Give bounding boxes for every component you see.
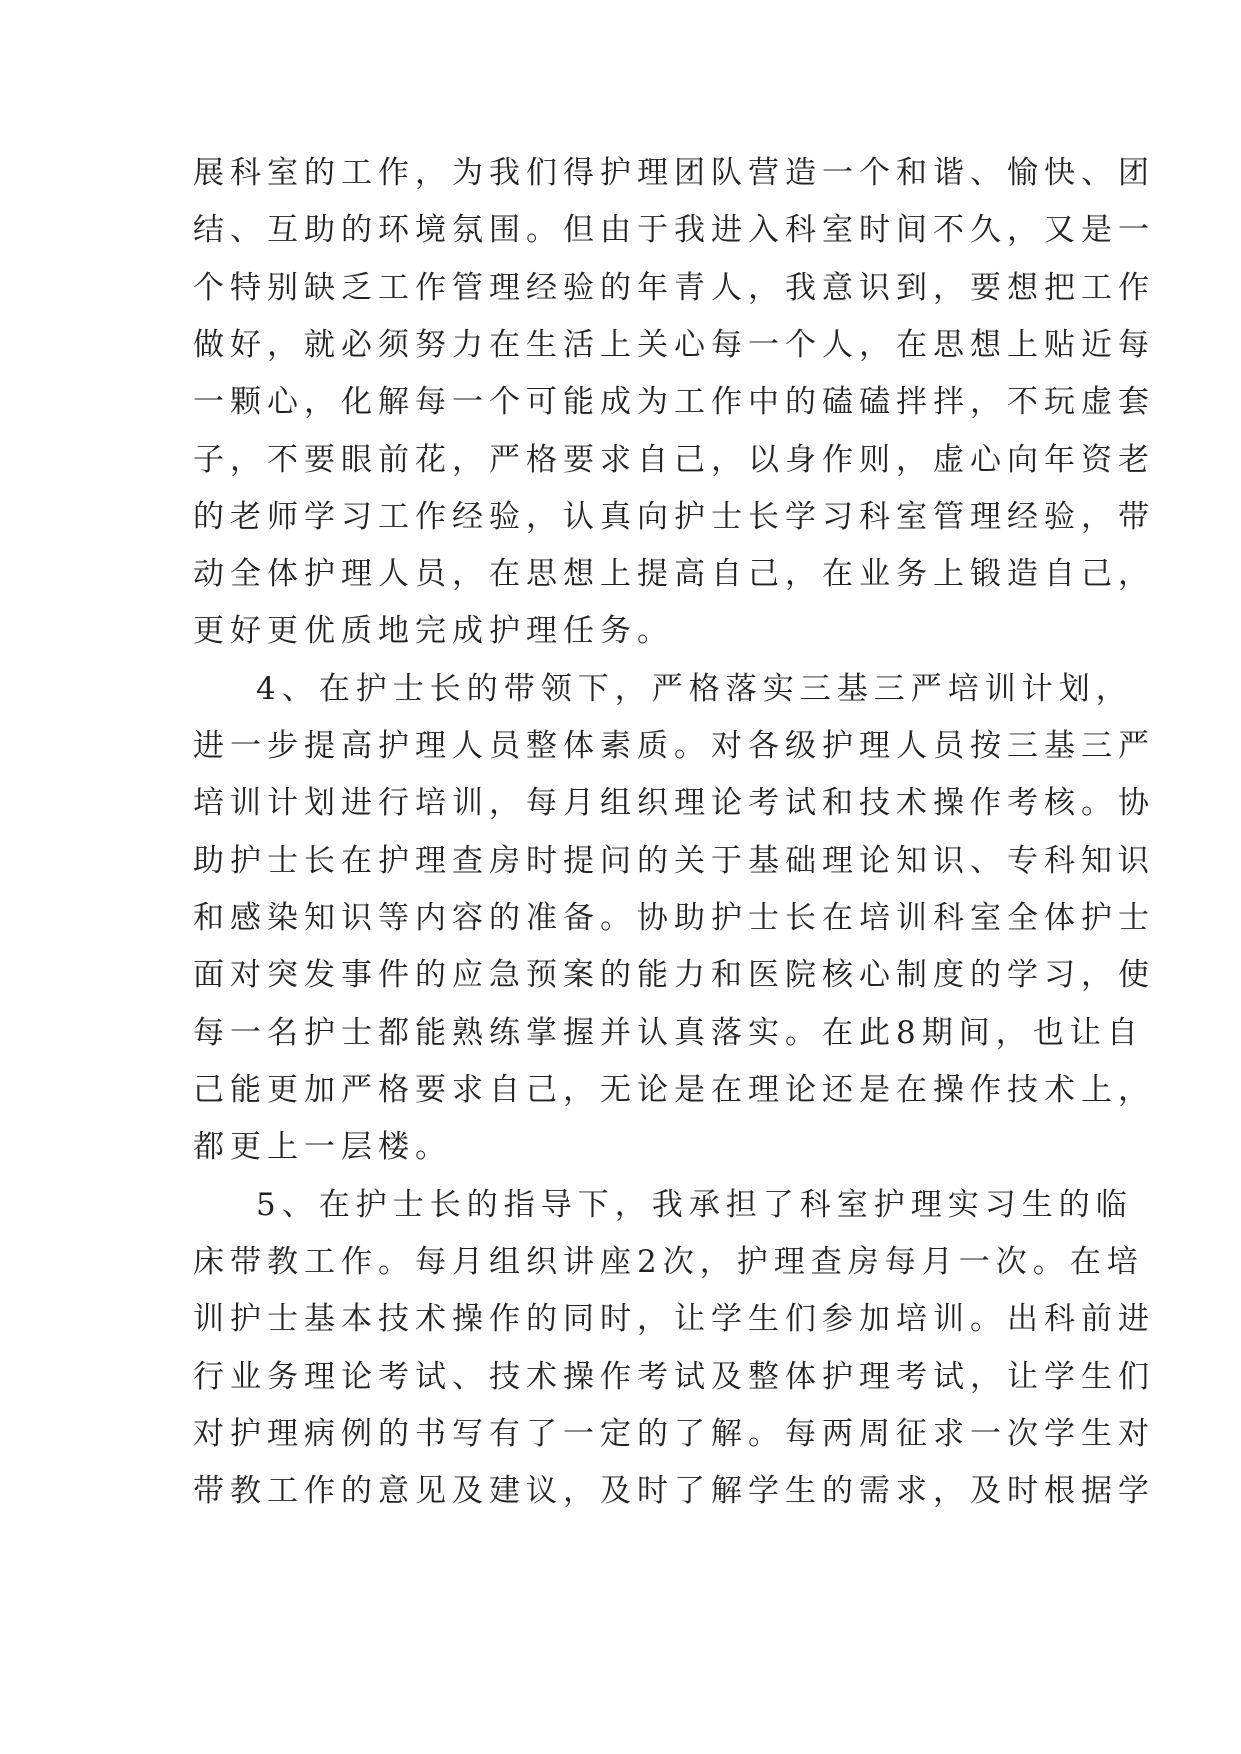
paragraph-1-line-1: 展科室的工作，为我们得护理团队营造一个和谐、愉快、团	[193, 155, 1155, 191]
paragraph-2-line-2: 进一步提高护理人员整体素质。对各级护理人员按三基三严	[193, 728, 1155, 764]
paragraph-2-line-9: 都更上一层楼。	[193, 1129, 452, 1165]
paragraph-2-line-5: 和感染知识等内容的准备。协助护士长在培训科室全体护士	[193, 900, 1155, 936]
paragraph-3-line-4: 行业务理论考试、技术操作考试及整体护理考试，让学生们	[193, 1359, 1155, 1395]
paragraph-3-line-2: 床带教工作。每月组织讲座2次，护理查房每月一次。在培	[193, 1244, 1144, 1280]
paragraph-3-line-3: 训护士基本技术操作的同时，让学生们参加培训。出科前进	[193, 1301, 1155, 1337]
paragraph-2-line-3: 培训计划进行培训，每月组织理论考试和技术操作考核。协	[193, 785, 1155, 821]
paragraph-2-line-8: 己能更加严格要求自己，无论是在理论还是在操作技术上，	[193, 1072, 1155, 1108]
paragraph-1-line-9: 更好更优质地完成护理任务。	[193, 613, 674, 649]
paragraph-1-line-3: 个特别缺乏工作管理经验的年青人，我意识到，要想把工作	[193, 270, 1155, 306]
paragraph-1-line-4: 做好，就必须努力在生活上关心每一个人，在思想上贴近每	[193, 327, 1155, 363]
paragraph-1-line-6: 子，不要眼前花，严格要求自己，以身作则，虚心向年资老	[193, 442, 1155, 478]
paragraph-2-line-7: 每一名护士都能熟练掌握并认真落实。在此8期间，也让自	[193, 1015, 1144, 1051]
paragraph-3-line-6: 带教工作的意见及建议，及时了解学生的需求，及时根据学	[193, 1473, 1155, 1509]
paragraph-1-line-5: 一颗心，化解每一个可能成为工作中的磕磕拌拌，不玩虚套	[193, 384, 1155, 420]
paragraph-2-line-1: 4、在护士长的带领下，严格落实三基三严培训计划，	[256, 671, 1133, 707]
paragraph-2-line-6: 面对突发事件的应急预案的能力和医院核心制度的学习，使	[193, 957, 1155, 993]
paragraph-1-line-8: 动全体护理人员，在思想上提高自己，在业务上锻造自己，	[193, 556, 1155, 592]
paragraph-3-line-5: 对护理病例的书写有了一定的了解。每两周征求一次学生对	[193, 1416, 1155, 1452]
paragraph-2-line-4: 助护士长在护理查房时提问的关于基础理论知识、专科知识	[193, 843, 1155, 879]
paragraph-1-line-7: 的老师学习工作经验，认真向护士长学习科室管理经验，带	[193, 499, 1155, 535]
paragraph-1-line-2: 结、互助的环境氛围。但由于我进入科室时间不久，又是一	[193, 212, 1155, 248]
paragraph-3-line-1: 5、在护士长的指导下，我承担了科室护理实习生的临	[256, 1187, 1133, 1223]
